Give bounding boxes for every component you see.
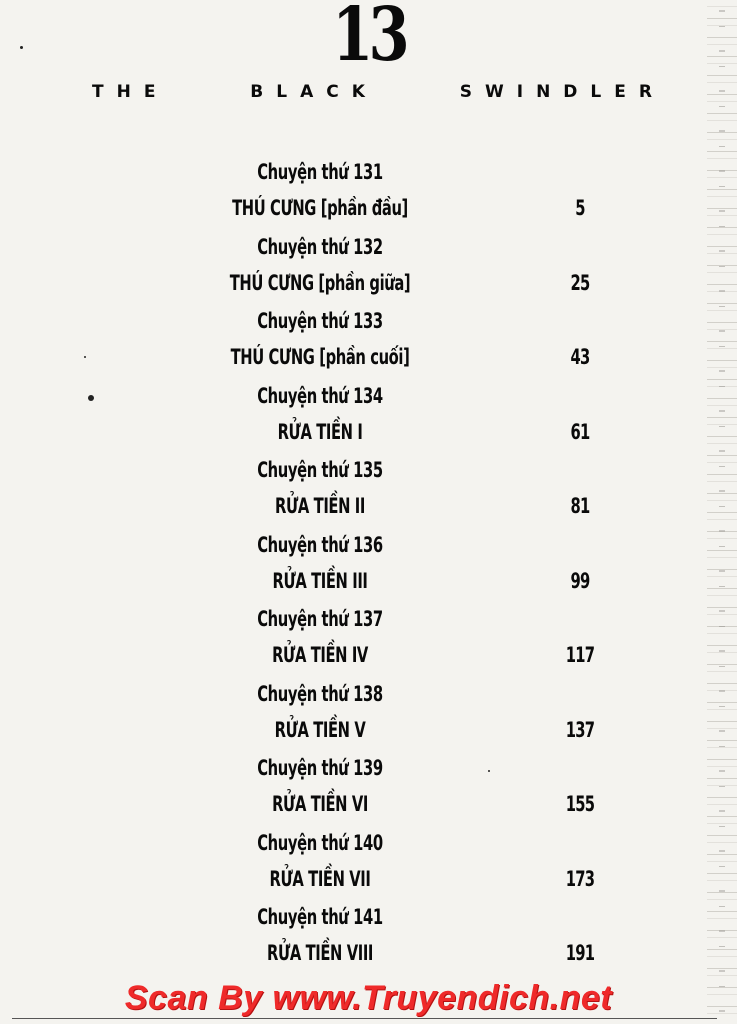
chapter-title: RỬA TIỀN II: [275, 494, 365, 518]
volume-number: 13: [332, 0, 405, 78]
series-title-letter: T: [92, 82, 104, 102]
ink-speck: [84, 356, 86, 358]
series-title-letter: E: [143, 82, 156, 102]
series-title-letter: D: [563, 82, 578, 102]
toc-entry: [0, 533, 737, 608]
page-number: 25: [570, 270, 590, 295]
chapter-number: Chuyện thứ 141: [257, 905, 383, 929]
chapter-title: RỬA TIỀN V: [274, 717, 366, 742]
chapter-title: THÚ CƯNG [phần đầu]: [232, 196, 408, 220]
toc-entry: [0, 309, 737, 384]
chapter-number: Chuyện thứ 132: [257, 234, 383, 259]
series-title-letter: C: [326, 82, 339, 102]
toc-entry: [0, 160, 737, 235]
toc-entry: [0, 384, 737, 459]
toc-entry: [0, 682, 737, 757]
series-title-letter: I: [516, 82, 524, 102]
series-title-letter: S: [459, 82, 472, 102]
page-number: 43: [570, 345, 590, 369]
series-title-letter: L: [276, 82, 288, 102]
series-title-letter: A: [300, 82, 314, 102]
toc-entry: [0, 235, 737, 310]
toc-entry: [0, 905, 737, 980]
toc-entry: [0, 831, 737, 906]
series-title-letter: H: [116, 82, 131, 102]
chapter-title: RỬA TIỀN I: [277, 419, 363, 444]
chapter-number: Chuyện thứ 138: [257, 681, 383, 706]
page-number: 5: [575, 196, 585, 220]
chapter-number: Chuyện thứ 136: [257, 532, 383, 557]
chapter-title: RỬA TIỀN VI: [272, 792, 368, 816]
page-number: 173: [565, 866, 595, 891]
page-bottom-edge: [12, 1018, 717, 1019]
chapter-title: RỬA TIỀN VIII: [266, 941, 374, 965]
ink-speck: [488, 770, 490, 772]
page-number: 155: [565, 792, 595, 816]
chapter-title: RỬA TIỀN IV: [272, 643, 368, 667]
toc-entry: [0, 458, 737, 533]
chapter-number: Chuyện thứ 134: [257, 383, 383, 408]
chapter-title: RỬA TIỀN VII: [269, 866, 371, 891]
series-title-letter: K: [351, 82, 365, 102]
table-of-contents: [0, 160, 737, 980]
ink-speck: [88, 395, 94, 401]
toc-entry: [0, 756, 737, 831]
chapter-number: Chuyện thứ 135: [257, 458, 383, 482]
page-number: 117: [565, 643, 595, 667]
chapter-title: THÚ CƯNG [phần cuối]: [230, 345, 410, 369]
page-number: 81: [570, 494, 590, 518]
page-number: 137: [565, 717, 595, 742]
series-title-letter: R: [638, 82, 652, 102]
series-title-letter: B: [250, 82, 264, 102]
series-title-letter: N: [536, 82, 551, 102]
chapter-title: THÚ CƯNG [phần giữa]: [229, 270, 411, 295]
page-number: 191: [565, 941, 595, 965]
series-title-letter: L: [590, 82, 602, 102]
series-title-word: [460, 82, 652, 102]
series-title-letter: E: [614, 82, 626, 102]
page-number: 61: [570, 419, 590, 444]
series-title-letter: W: [484, 82, 504, 102]
page-number: 99: [570, 568, 590, 593]
chapter-title: RỬA TIỀN III: [272, 568, 368, 593]
chapter-number: Chuyện thứ 139: [257, 756, 383, 780]
chapter-number: Chuyện thứ 131: [257, 160, 383, 184]
ink-speck: [20, 46, 23, 49]
chapter-number: Chuyện thứ 137: [257, 607, 383, 631]
scan-credit: Scan By www.Truyendich.net: [124, 979, 613, 1017]
series-title-word: [92, 82, 155, 102]
toc-entry: [0, 607, 737, 682]
chapter-number: Chuyện thứ 140: [257, 830, 383, 855]
series-title-word: [250, 82, 365, 102]
chapter-number: Chuyện thứ 133: [257, 309, 383, 333]
series-title: [92, 82, 652, 102]
